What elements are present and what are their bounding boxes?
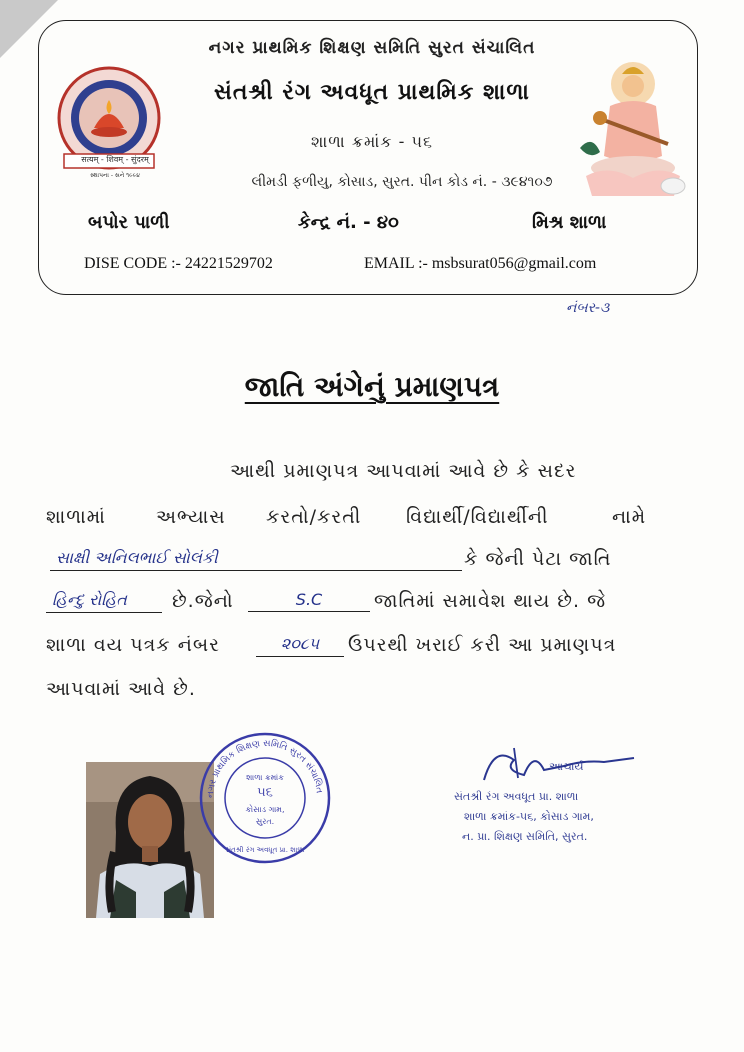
subcaste-field: હિન્દુ રોહિત [46,590,162,613]
signature-line-1: સંતશ્રી રંગ અવધૂત પ્રા. શાળા [454,790,579,803]
logo-motto: सत्यम् - शिवम् - सुंदरम् [81,155,149,164]
letterhead-committee: નગર પ્રાથમિક શિક્ષણ સમિતિ સુરત સંચાલિત [208,38,536,58]
body-line-2e: નામે [612,506,647,528]
certificate-title [0,370,744,404]
caste-field: S.C [248,590,370,612]
stamp-school-no-label: શાળા ક્રમાંક [246,773,284,782]
letterhead-email: EMAIL :- msbsurat056@gmail.com [364,255,597,272]
body-line-3-tail: કે જેની પેટા જાતિ [464,548,612,570]
body-line-2b: અભ્યાસ [156,506,226,528]
student-name-field: સાક્ષી અનિલભાઈ સોલંકી [50,548,462,571]
letterhead-school-type: મિશ્ર શાળા [532,212,607,233]
letterhead-address: લીમડી ફળીયુ, કોસાડ, સુરત. પીન કોડ નં. - ૩૯૪૧૦૭ [251,174,553,190]
stamp-ring-text: નગર પ્રાથમિક શિક્ષણ સમિતિ સુરત સંચાલિત [205,738,324,799]
body-line-1: આથી પ્રમાણપત્ર આપવામાં આવે છે કે સદર [230,460,577,482]
body-line-6: આપવામાં આવે છે. [46,678,196,700]
body-line-4a: છે.જેનો [172,590,234,612]
principal-signature-block [444,740,644,850]
letterhead-dise-code: DISE CODE :- 24221529702 [84,255,273,272]
certificate-title-text: જાતિ અંગેનું પ્રમાણપત્ર [244,370,500,403]
letterhead-centre: કેન્દ્ર નં. - ૪૦ [298,212,399,233]
letterhead-school-name: સંતશ્રી રંગ અવધૂત પ્રાથમિક શાળા [214,80,530,105]
school-round-stamp [195,728,335,868]
logo-founded: સ્થાપના - સને ૧૯૯૪ [90,172,140,179]
body-line-2c: કરતો/કરતી [266,506,362,528]
signature-line-2: શાળા ક્રમાંક-૫૬, કોસાડ ગામ, [464,810,594,823]
register-number-field: ૨૦૮૫ [256,634,344,657]
school-logo-icon [50,66,168,184]
body-line-2a: શાળામાં [46,506,106,528]
stamp-school-no: ૫૬ [257,785,273,800]
body-line-5b: ઉપરથી ખરાઈ કરી આ પ્રમાણપત્ર [348,634,617,656]
serial-note: નંબર-૩ [566,300,610,316]
stamp-place: કોસાડ ગામ, [245,805,285,814]
letterhead-shift: બપોર પાળી [88,212,170,233]
body-line-5a: શાળા વય પત્રક નંબર [46,634,220,656]
stamp-bottom-text: સંતશ્રી રંગ અવધૂત પ્રા. શાળા [225,846,305,854]
stamp-city: સુરત. [255,817,275,826]
principal-signature-scribble [474,740,644,790]
body-line-4b: જાતિમાં સમાવેશ થાય છે. જે [374,590,607,612]
body-line-2d: વિદ્યાર્થી/વિદ્યાર્થીની [406,506,549,528]
signature-title-text: આચાર્ય [549,760,584,773]
signature-line-3: ન. પ્રા. શિક્ષણ સમિતિ, સુરત. [462,830,588,843]
letterhead-school-number: શાળા ક્રમાંક - ૫૬ [311,132,433,151]
saraswati-illustration-icon [578,56,688,201]
